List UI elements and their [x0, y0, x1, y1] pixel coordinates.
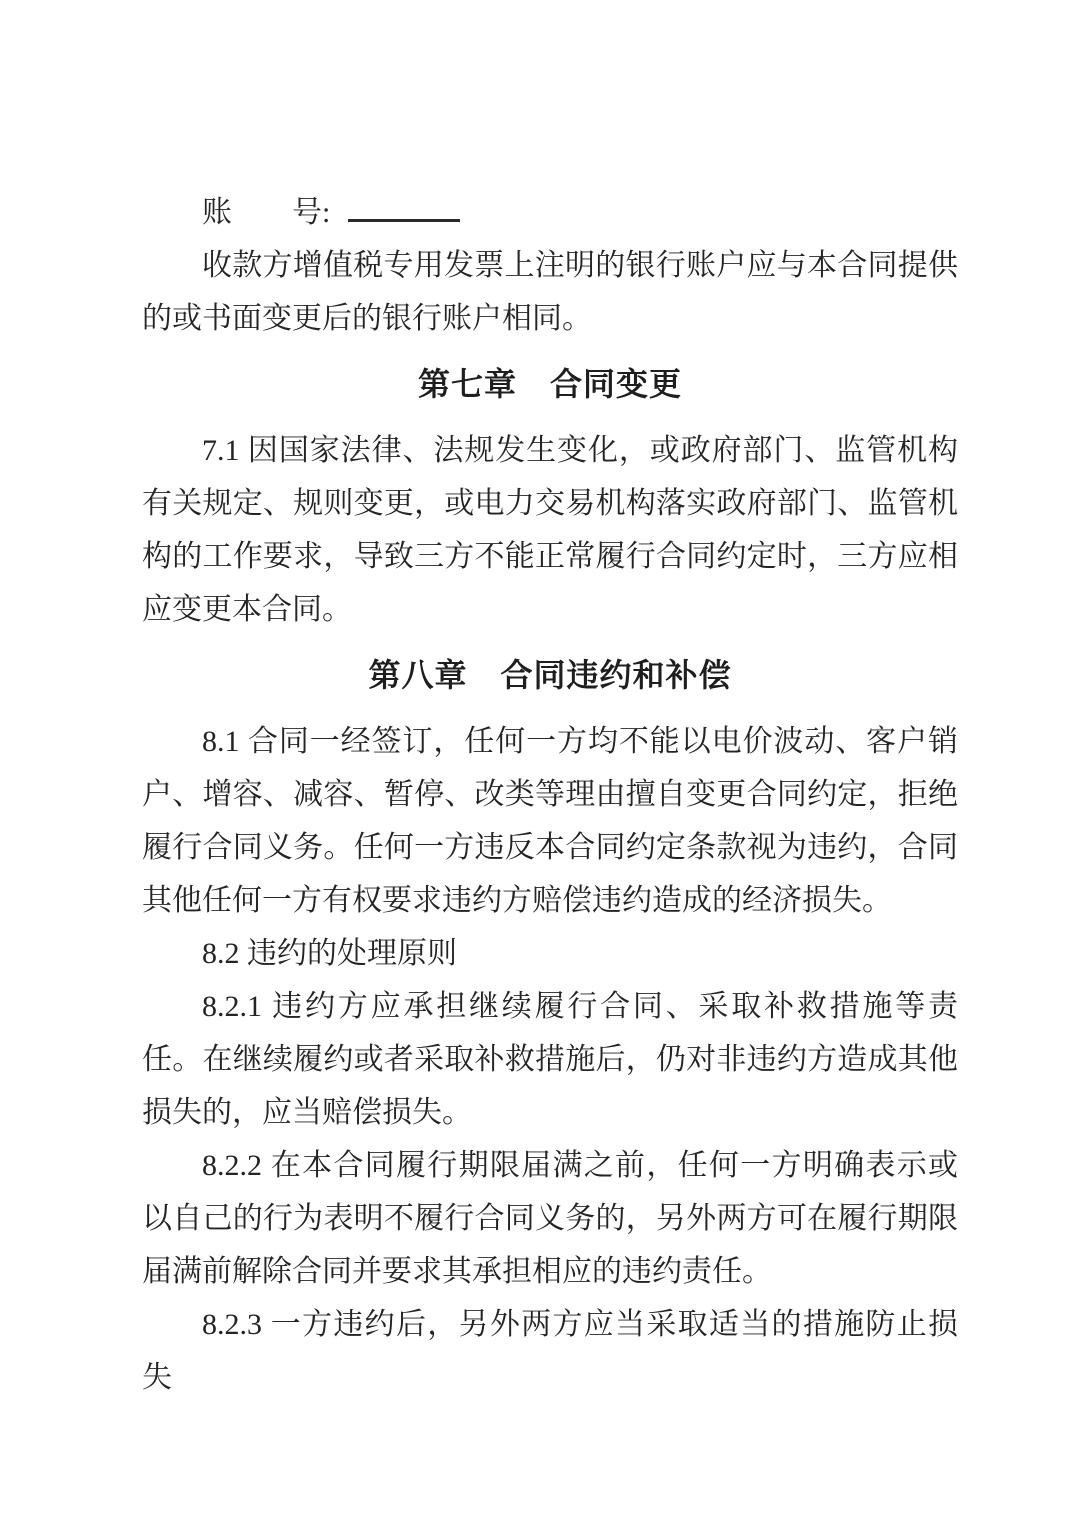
clause-8-2-2: 8.2.2 在本合同履行期限届满之前，任何一方明确表示或以自己的行为表明不履行合同义务的，另外两方可在履行期限届满前解除合同并要求其承担相应的违约责任。	[142, 1149, 958, 1288]
clause-8-2-3: 8.2.3 一方违约后，另外两方应当采取适当的措施防止损失	[142, 1308, 958, 1394]
clause-8-1: 8.1 合同一经签订，任何一方均不能以电价波动、客户销户、增容、减容、暂停、改类等理由擅自变更合同约定，拒绝履行合同义务。任何一方违反本合同约定条款视为违约，合同其他任何一方有权要求违约方赔偿违约造成的经济损失。	[142, 725, 958, 917]
chapter-8-heading: 第八章 合同违约和补偿	[368, 657, 732, 693]
clause-8-2: 8.2 违约的处理原则	[202, 937, 457, 970]
paragraph-bank-account-requirement: 收款方增值税专用发票上注明的银行账户应与本合同提供的或书面变更后的银行账户相同。	[142, 249, 958, 335]
clause-7-1: 7.1 因国家法律、法规发生变化，或政府部门、监管机构有关规定、规则变更，或电力交易机构落实政府部门、监管机构的工作要求，导致三方不能正常履行合同约定时，三方应相应变更本合同。	[142, 434, 958, 626]
account-number-label: 账 号:	[202, 196, 338, 229]
clause-8-2-1: 8.2.1 违约方应承担继续履行合同、采取补救措施等责任。在继续履约或者采取补救措施后，仍对非违约方造成其他损失的，应当赔偿损失。	[142, 990, 958, 1129]
chapter-7-heading: 第七章 合同变更	[417, 366, 682, 402]
account-number-blank	[348, 187, 460, 222]
contract-body	[142, 186, 958, 1404]
account-number-line	[142, 186, 958, 239]
